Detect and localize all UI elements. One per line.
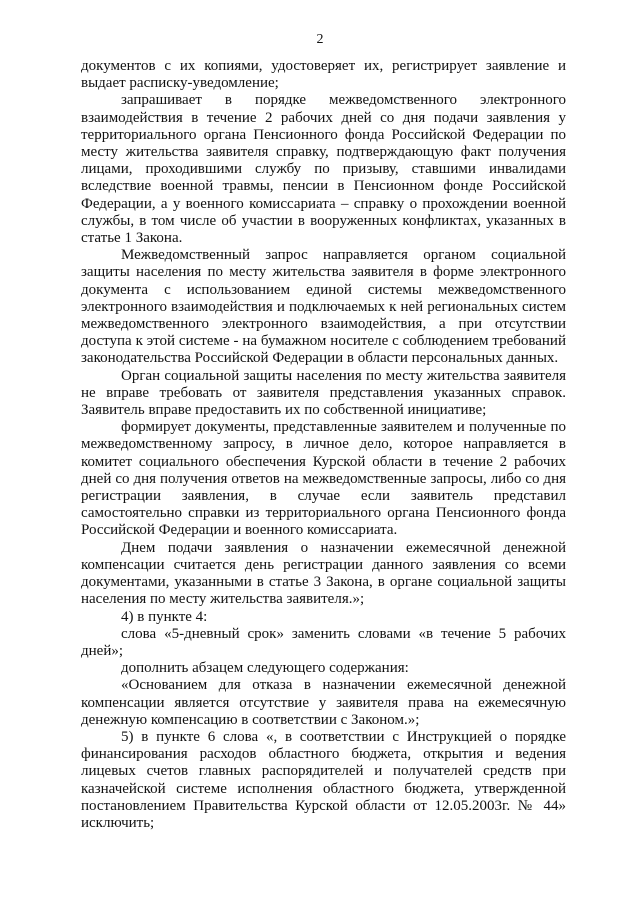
paragraph-application-day: Днем подачи заявления о назначении ежемесячной денежной компенсации считается день регистрации данного заявления со всеми документами, указанными в статье 3 Закона, в органе социальной защиты населения по месту жительства заявителя.»;	[81, 539, 566, 608]
paragraph-social-protection-body: Орган социальной защиты населения по месту жительства заявителя не вправе требовать от заявителя представления указанных справок. Заявитель вправе предоставить их по собственной инициативе;	[81, 367, 566, 419]
paragraph-request: запрашивает в порядке межведомственного электронного взаимодействия в течение 2 рабочих дней со дня подачи заявления у территориального органа Пенсионного фонда Российской Федерации по месту жительства заявителя справку, подтверждающую факт получения лицами, проходившими службу по призыву, ставшими инвалидами вследствие военной травмы, пенсии в Пенсионном фонде Российской Федерации, а у военного комиссариата – справку о прохождении военной службы, в том числе об участии в вооруженных конфликтах, указанных в статье 1 Закона.	[81, 92, 566, 247]
paragraph-forms-documents: формирует документы, представленные заявителем и полученные по межведомственному запросу, в личное дело, которое направляется в комитет социального обеспечения Курской области в течение 2 рабочих дней со дня получения ответов на межведомственные запросы, либо со дня регистрации заявления, в случае если заявитель представил самостоятельно справки из территориального органа Пенсионного фонда Российской Федерации и военного комиссариата.	[81, 419, 566, 539]
paragraph-replace-words: слова «5-дневный срок» заменить словами «в течение 5 рабочих дней»;	[81, 625, 566, 659]
paragraph-add-clause: дополнить абзацем следующего содержания:	[121, 660, 409, 677]
page-number: 2	[316, 32, 324, 47]
paragraph-refusal-grounds: «Основанием для отказа в назначении ежемесячной денежной компенсации является отсутствие у заявителя права на ежемесячную денежную компенсацию в соответствии с Законом.»;	[81, 677, 566, 728]
paragraph-interdepartmental-request: Межведомственный запрос направляется органом социальной защиты населения по месту жительства заявителя в форме электронного документа с использованием единой системы межведомственного электронного взаимодействия и подключаемых к ней региональных систем межведомственного электронного взаимодействия, а при отсутствии доступа к этой системе - на бумажном носителе с соблюдением требований законодательства Российской Федерации в области персональных данных.	[81, 247, 566, 367]
paragraph-item-5: 5) в пункте 6 слова «, в соответствии с Инструкцией о порядке финансирования расходов областного бюджета, открытия и ведения лицевых счетов главных распорядителей и получателей средств при казначейской системе исполнения областного бюджета, утвержденной постановлением Правительства Курской области от 12.05.2003г. № 44» исключить;	[81, 728, 566, 831]
paragraph-item-4: 4) в пункте 4:	[121, 608, 208, 625]
paragraph-continuation: документов с их копиями, удостоверяет их, регистрирует заявление и выдает расписку-уведомление;	[81, 58, 566, 92]
document-body	[81, 58, 566, 832]
